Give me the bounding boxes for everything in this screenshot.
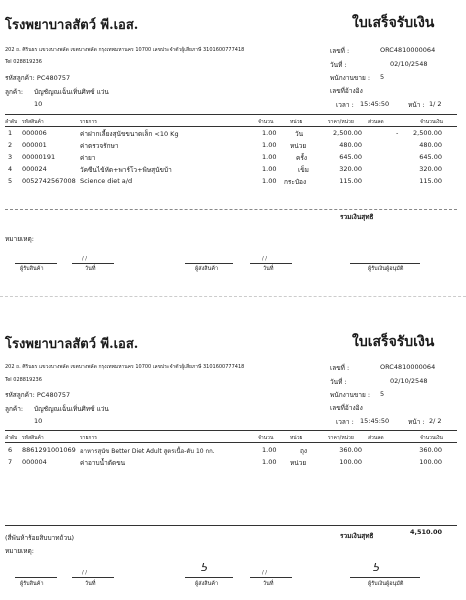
col-code: รหัสสินค้า bbox=[22, 435, 44, 441]
sig-date-slash: / / bbox=[82, 256, 87, 262]
row-price: 320.00 bbox=[339, 165, 362, 173]
sig-date: วันที่ bbox=[263, 266, 274, 272]
row-desc: ค่าอาบน้ำตัดขน bbox=[80, 459, 126, 467]
sig-receiver: ผู้รับสินค้า bbox=[20, 266, 44, 272]
row-unit: กระป๋อง bbox=[284, 178, 307, 186]
row-price: 360.00 bbox=[339, 446, 362, 454]
row-code: 000006 bbox=[22, 129, 47, 137]
table-top-rule bbox=[5, 114, 457, 115]
sig-deliverer: ผู้ส่งสินค้า bbox=[195, 266, 219, 272]
sig-date-slash: / / bbox=[262, 570, 267, 576]
sig-line bbox=[185, 577, 233, 578]
row-price: 645.00 bbox=[339, 153, 362, 161]
customer-code: รหัสลูกค้า: PC480757 bbox=[5, 391, 71, 399]
time-label: เวลา : bbox=[336, 418, 354, 426]
row-unit: ครั้ง bbox=[296, 154, 308, 162]
time-value: 15:45:50 bbox=[360, 417, 390, 425]
salesperson-label: พนักงานขาย : bbox=[330, 74, 371, 82]
col-discount: ส่วนลด bbox=[368, 435, 384, 441]
sig-date-slash: / / bbox=[82, 570, 87, 576]
row-unit: หน่วย bbox=[290, 142, 307, 150]
row-desc: ค่าตรวจรักษา bbox=[80, 142, 119, 150]
sig-authorized: ผู้รับเงินผู้อนุมัติ bbox=[368, 266, 404, 272]
total-label: รวมเงินสุทธิ bbox=[340, 532, 374, 540]
col-code: รหัสสินค้า bbox=[22, 119, 44, 125]
col-amount: จำนวนเงิน bbox=[420, 119, 443, 125]
col-unit: หน่วย bbox=[290, 119, 303, 125]
col-price: ราคา/หน่วย bbox=[328, 435, 354, 441]
row-desc: Science diet a/d bbox=[80, 177, 133, 185]
salesperson-label: พนักงานขาย : bbox=[330, 391, 371, 399]
row-amount: 480.00 bbox=[419, 141, 442, 149]
date-label: วันที่ : bbox=[330, 378, 347, 386]
doc-no-label: เลขที่ : bbox=[330, 364, 350, 372]
remark-label: หมายเหตุ: bbox=[5, 235, 34, 243]
row-price: 480.00 bbox=[339, 141, 362, 149]
row-price: 2,500.00 bbox=[333, 129, 362, 137]
row-no: 3 bbox=[8, 153, 13, 161]
row-no: 4 bbox=[8, 165, 13, 173]
total-label: รวมเงินสุทธิ bbox=[340, 213, 374, 221]
sig-line bbox=[350, 263, 420, 264]
total-amount: 4,510.00 bbox=[410, 528, 443, 536]
row-qty: 1.00 bbox=[262, 446, 277, 454]
page-label: หน้า : bbox=[408, 101, 425, 109]
sig-authorized: ผู้รับเงินผู้อนุมัติ bbox=[368, 581, 404, 587]
col-discount: ส่วนลด bbox=[368, 119, 384, 125]
sig-deliverer: ผู้ส่งสินค้า bbox=[195, 581, 219, 587]
sig-line bbox=[350, 577, 420, 578]
row-amount: 100.00 bbox=[419, 458, 442, 466]
sig-line bbox=[250, 263, 292, 264]
col-unit: หน่วย bbox=[290, 435, 303, 441]
amount-in-words: (สี่พันห้าร้อยสิบบาทถ้วน) bbox=[5, 534, 75, 542]
telephone: Tel 028819236 bbox=[5, 59, 42, 65]
row-qty: 1.00 bbox=[262, 177, 277, 185]
ref-no-label: เลขที่อ้างอิง bbox=[330, 87, 363, 95]
row-unit: หน่วย bbox=[290, 459, 307, 467]
date-value: 02/10/2548 bbox=[390, 377, 428, 385]
col-desc: รายการ bbox=[80, 435, 97, 441]
row-desc: ค่าฝากเลี้ยงสุนัขขนาดเล็ก <10 Kg bbox=[80, 130, 179, 138]
row-amount: 115.00 bbox=[419, 177, 442, 185]
customer-name-label: ลูกค้า: bbox=[5, 88, 24, 96]
row-no: 1 bbox=[8, 129, 13, 137]
customer-name: บัญชัญณเฉ็นเทิ่นศิทซ์ แว่น bbox=[34, 88, 109, 96]
row-unit: วัน bbox=[295, 130, 304, 138]
row-qty: 1.00 bbox=[262, 165, 277, 173]
row-code: 8861291001069 bbox=[22, 446, 76, 454]
remark-label: หมายเหตุ: bbox=[5, 547, 34, 555]
customer-code: รหัสลูกค้า: PC480757 bbox=[5, 74, 71, 82]
signature-scribble: ᕊ bbox=[200, 561, 207, 574]
sig-receiver: ผู้รับสินค้า bbox=[20, 581, 44, 587]
row-qty: 1.00 bbox=[262, 129, 277, 137]
page-number: 1/ 2 bbox=[429, 100, 442, 108]
customer-name: บัญชัญณเฉ็นเทิ่นศิทซ์ แว่น bbox=[34, 405, 109, 413]
address: 202 ถ. ศิรินธร แขวงบางพลัด เขตบางพลัด กรุงเทพมหานคร 10700 เลขประจำตัวผู้เสียภาษี 3101600777418 bbox=[5, 47, 245, 53]
col-no: ลำดับ bbox=[5, 119, 18, 125]
sig-date-slash: / / bbox=[262, 256, 267, 262]
doc-no: ORC4810000064 bbox=[380, 46, 436, 54]
row-desc: อาหารสุนัข Better Diet Adult สูตรเนื้อ-ตับ 10 กก. bbox=[80, 448, 215, 455]
row-desc: ค่ายา bbox=[80, 154, 96, 162]
customer-name-label: ลูกค้า: bbox=[5, 405, 24, 413]
col-amount: จำนวนเงิน bbox=[420, 435, 443, 441]
page-label: หน้า : bbox=[408, 418, 425, 426]
date-value: 02/10/2548 bbox=[390, 60, 428, 68]
row-no: 5 bbox=[8, 177, 13, 185]
row-no: 7 bbox=[8, 458, 13, 466]
table-header-rule bbox=[5, 126, 457, 127]
sig-line bbox=[250, 577, 292, 578]
telephone: Tel 028819236 bbox=[5, 377, 42, 383]
signature-scribble: ᕊ bbox=[372, 561, 379, 574]
sig-line bbox=[72, 263, 114, 264]
row-code: 00000191 bbox=[22, 153, 56, 161]
row-no: 2 bbox=[8, 141, 13, 149]
row-code: 000001 bbox=[22, 141, 47, 149]
document-title: ใบเสร็จรับเงิน bbox=[352, 334, 435, 350]
row-amount: 645.00 bbox=[419, 153, 442, 161]
table-top-rule bbox=[5, 430, 457, 431]
sig-date: วันที่ bbox=[263, 581, 274, 587]
time-value: 15:45:50 bbox=[360, 100, 390, 108]
sig-date: วันที่ bbox=[85, 581, 96, 587]
doc-no: ORC4810000064 bbox=[380, 363, 436, 371]
sig-line bbox=[15, 577, 57, 578]
row-code: 000024 bbox=[22, 165, 47, 173]
row-unit: ถุง bbox=[300, 447, 308, 455]
col-qty: จำนวน bbox=[258, 119, 274, 125]
row-amount: 360.00 bbox=[419, 446, 442, 454]
col-price: ราคา/หน่วย bbox=[328, 119, 354, 125]
hospital-name: โรงพยาบาลสัตว์ พี.เอส. bbox=[5, 18, 139, 33]
row-amount: 2,500.00 bbox=[413, 129, 442, 137]
document-title: ใบเสร็จรับเงิน bbox=[352, 15, 435, 31]
row-qty: 1.00 bbox=[262, 458, 277, 466]
row-code: 000004 bbox=[22, 458, 47, 466]
row-code: 0052742567008 bbox=[22, 177, 76, 185]
sig-line bbox=[72, 577, 114, 578]
ref-no-label: เลขที่อ้างอิง bbox=[330, 404, 363, 412]
address: 202 ถ. ศิรินธร แขวงบางพลัด เขตบางพลัด กรุงเทพมหานคร 10700 เลขประจำตัวผู้เสียภาษี 3101600777418 bbox=[5, 364, 245, 370]
total-separator bbox=[5, 525, 457, 526]
total-separator bbox=[5, 209, 457, 210]
doc-no-label: เลขที่ : bbox=[330, 47, 350, 55]
customer-extra: 10 bbox=[34, 100, 43, 108]
sig-line bbox=[185, 263, 233, 264]
hospital-name: โรงพยาบาลสัตว์ พี.เอส. bbox=[5, 337, 139, 352]
table-header-rule bbox=[5, 442, 457, 443]
page-number: 2/ 2 bbox=[429, 417, 442, 425]
row-qty: 1.00 bbox=[262, 141, 277, 149]
row-price: 100.00 bbox=[339, 458, 362, 466]
col-qty: จำนวน bbox=[258, 435, 274, 441]
row-unit: เข็ม bbox=[298, 166, 309, 174]
sig-line bbox=[15, 263, 57, 264]
sig-date: วันที่ bbox=[85, 266, 96, 272]
time-label: เวลา : bbox=[336, 101, 354, 109]
salesperson-value: 5 bbox=[380, 73, 385, 81]
col-no: ลำดับ bbox=[5, 435, 18, 441]
row-no: 6 bbox=[8, 446, 13, 454]
page-divider bbox=[0, 296, 466, 297]
row-amount: 320.00 bbox=[419, 165, 442, 173]
row-price: 115.00 bbox=[339, 177, 362, 185]
row-discount: - bbox=[396, 129, 399, 137]
col-desc: รายการ bbox=[80, 119, 97, 125]
customer-extra: 10 bbox=[34, 417, 43, 425]
salesperson-value: 5 bbox=[380, 390, 385, 398]
row-qty: 1.00 bbox=[262, 153, 277, 161]
row-desc: วัคซีนไข้หัด+พาร์โว+พิษสุนัขบ้า bbox=[80, 166, 172, 174]
date-label: วันที่ : bbox=[330, 61, 347, 69]
